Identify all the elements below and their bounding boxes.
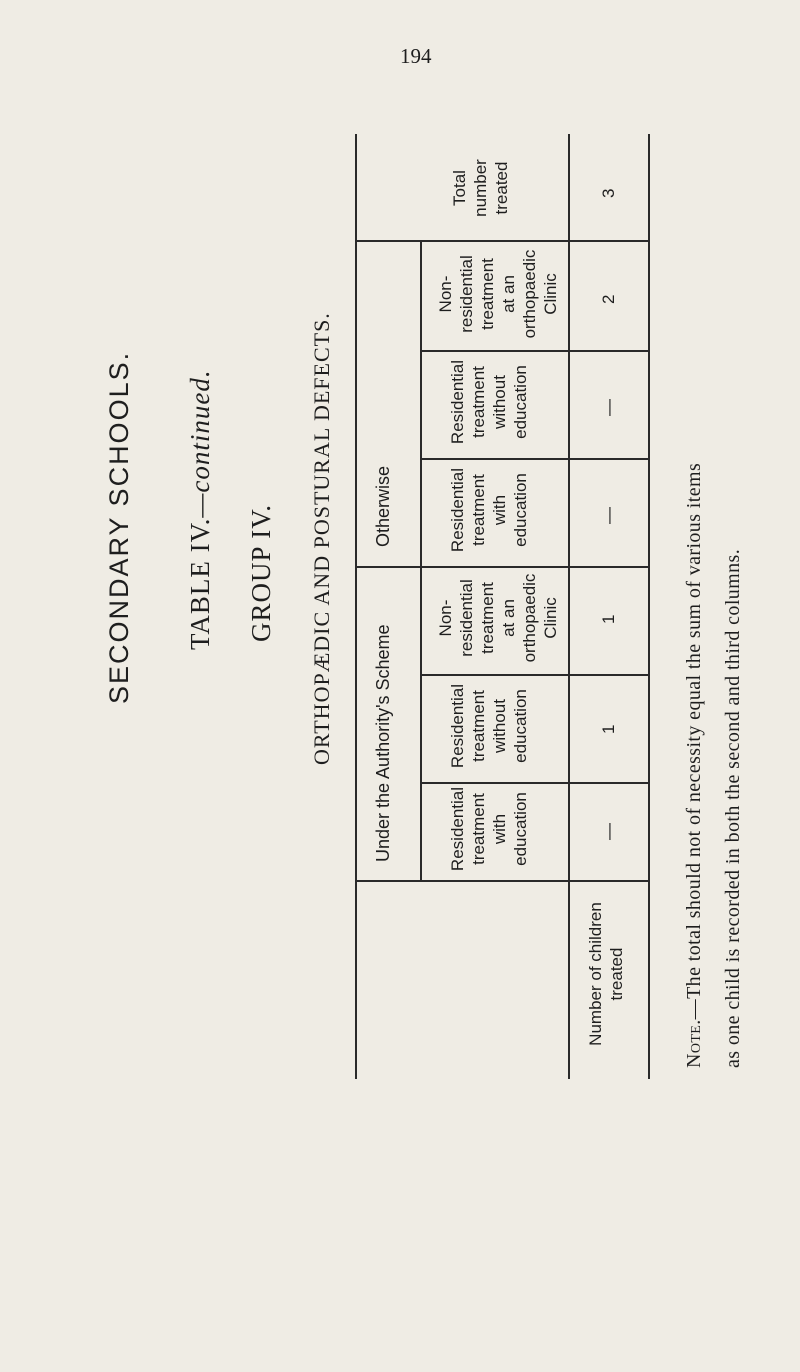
value-other-nonresidential: 2	[599, 294, 618, 304]
value-other-residential-with: —	[599, 507, 618, 524]
section-heading: SECONDARY SCHOOLS.	[104, 350, 134, 704]
row-label-number-treated: Number of children treated	[586, 902, 626, 1046]
value-scheme-nonresidential: 1	[599, 614, 618, 624]
table-title-continued: —continued.	[185, 369, 215, 518]
footnote-line-1	[683, 463, 706, 1068]
group-header-otherwise: Otherwise	[373, 465, 393, 547]
col-header-other-residential-with: Residential treatment with education	[448, 467, 530, 553]
col-header-scheme-residential-with: Residential treatment with education	[448, 786, 530, 872]
footnote-line-2: as one child is recorded in both the second and third columns.	[722, 548, 744, 1068]
group-heading: GROUP IV.	[246, 503, 276, 642]
col-header-scheme-nonresidential: Non- residential treatment at an orthopaedic Clinic	[436, 573, 560, 663]
col-header-other-nonresidential: Non- residential treatment at an orthopaedic Clinic	[436, 249, 560, 339]
value-other-residential-without: —	[599, 399, 618, 416]
value-scheme-residential-without: 1	[599, 724, 618, 734]
table-right-border	[648, 134, 650, 1079]
group-header-divider	[420, 242, 422, 882]
value-total: 3	[599, 188, 618, 198]
value-scheme-residential-with: —	[599, 823, 618, 840]
orthopaedic-table	[355, 134, 650, 1079]
col-divider-7	[355, 880, 650, 882]
col-header-scheme-residential-without: Residential treatment without education	[448, 683, 530, 769]
table-left-border	[355, 134, 357, 1079]
footnote-text-1: .—The total should not of necessity equal the sum of various items	[683, 462, 705, 1025]
table-title	[187, 369, 214, 650]
footnote-lead: Note	[683, 1024, 705, 1068]
group-header-authority-scheme: Under the Authority's Scheme	[373, 624, 393, 862]
col-header-total: Total number treated	[450, 159, 511, 217]
table-title-main: TABLE IV.	[185, 517, 215, 650]
page-number: 194	[400, 44, 432, 68]
col-header-other-residential-without: Residential treatment without education	[448, 359, 530, 445]
value-column-divider	[568, 134, 570, 1079]
table-subtitle: ORTHOPÆDIC AND POSTURAL DEFECTS.	[309, 312, 334, 765]
